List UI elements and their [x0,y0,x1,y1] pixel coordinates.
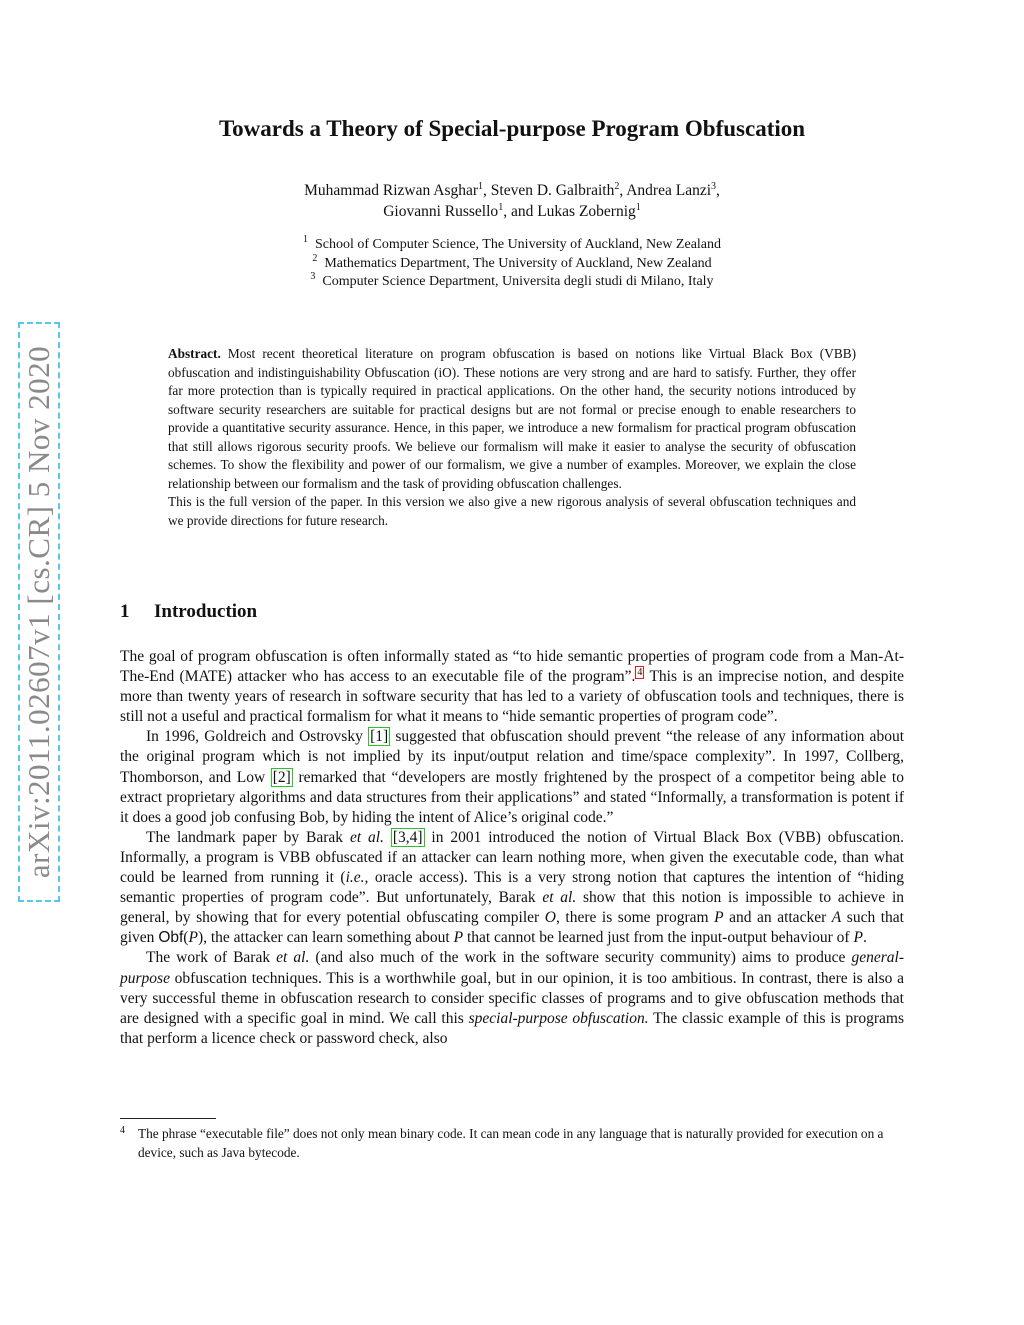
affiliation-text: Mathematics Department, The University of Auckland, New Zealand [324,255,712,271]
emphasis: et al. [349,828,384,846]
text-run: (and also much of the work in the software security community) aims to produce [309,949,852,967]
abstract-text: Most recent theoretical literature on program obfuscation is based on notions like Virtual Black Box (VBB) obfuscation and indistinguishability Obfuscation (iO). These notions are very strong and are hard to satisfy. Further, they offer far more protection than is typically required in practical applications. On the other hand, the security notions introduced by software security researchers are suitable for practical designs but are not formal or precise enough to enable researchers to provide a quantitative security assurance. Hence, in this paper, we introduce a new formalism for practical program obfuscation that still allows rigorous security proofs. We believe our formalism will make it easier to analyse the security of obfuscation schemes. To show the flexibility and power of our formalism, we give a number of examples. Moreover, we explain the close relationship between our formalism and the task of providing obfuscation challenges. [168,346,856,491]
text-run: In 1996, Goldreich and Ostrovsky [146,728,369,746]
citation-link[interactable]: [3,4] [392,828,423,846]
author-affil-mark: 3 [711,181,717,192]
author-name: Andrea Lanzi [626,182,712,199]
abstract-label: Abstract. [168,346,221,361]
footnote-rule [120,1118,216,1119]
paper-title: Towards a Theory of Special-purpose Program Obfuscation [218,116,806,141]
footnote-text: The phrase “executable file” does not only mean binary code. It can mean code in any language that is naturally provided for execution on a device, such as Java bytecode. [138,1126,884,1160]
body-text [120,647,904,1049]
affiliation-mark: 3 [310,271,316,282]
affiliation-mark: 1 [302,234,308,245]
affiliation [200,236,824,255]
text-run: suggested that obfuscation should prevent “the release of any information about the original program which is not implied by its input/output relation and time/space complexity”. In 1997, Collberg, Thomborson, and Low [120,728,904,786]
section-heading [120,601,257,623]
author-name: Muhammad Rizwan Asghar [304,182,479,199]
author-name: Lukas Zobernig [537,203,636,220]
author-affil-mark: 1 [635,202,641,213]
emphasis: et al. [542,889,577,907]
section-number: 1 [120,601,130,622]
section-title: Introduction [154,601,258,622]
affiliation-list [200,236,824,292]
text-run: ), the attacker can learn something about [197,929,454,947]
text-run: oracle access). This is a very strong notion that captures the intention of “hiding semantic properties of program code”. But unfortunately, Barak [120,869,905,907]
emphasis: special-purpose obfuscation. [468,1009,649,1027]
emphasis: i.e., [345,869,369,887]
abstract-paragraph [168,345,856,493]
affiliation-text: Computer Science Department, Universita degli studi di Milano, Italy [322,274,714,289]
author-list [160,180,864,222]
text-run: remarked that “developers are mostly frightened by the prospect of a competitor being able to extract proprietary algorithms and data structures from their applications” and stated “Informally, a transformation is potent if it does a good job confusing Bob, by hiding the intent of Alice’s original code.” [120,768,904,826]
arxiv-stamp[interactable] [18,322,60,902]
author-name: Giovanni Russello [383,203,499,220]
text-run: The landmark paper by Barak [146,828,350,846]
affiliation [200,273,824,292]
text-run: that cannot be learned just from the input-output behaviour of [463,929,854,947]
math-var: P [453,929,464,947]
author-line-2: Giovanni Russello$^1$, and Lukas Zobernig$^1$ [383,202,641,220]
citation-link[interactable]: [1] [370,728,389,746]
text-run: This is an imprecise notion, and despite more than twenty years of research in software security that has led to a variety of obfuscation tools and techniques, there is still not a useful and practical formalism for what it means to “hide semantic properties of program code”. [120,668,904,726]
affiliation [200,252,824,274]
footnote [120,1122,904,1162]
affiliation-text: School of Computer Science, The University of Auckland, New Zealand [314,237,722,252]
emphasis: general-purpose [120,949,904,987]
math-var: P [188,929,198,947]
author-line-1: Muhammad Rizwan Asghar$^1$, Steven D. Galbraith$^2$, Andrea Lanzi$^3$, [304,181,720,199]
paragraph [120,727,904,827]
arxiv-id[interactable]: arXiv:2011.02607v1 [cs.CR] 5 Nov 2020 [21,345,56,879]
text-run: , there is some program [555,909,715,927]
author-affil-mark: 1 [478,181,484,192]
text-run: in 2001 introduced the notion of Virtual Black Box (VBB) obfuscation. Informally, a program is VBB obfuscated if an attacker can learn nothing more, when given the executable code, than what could be learned from running it ( [120,828,905,887]
text-run: The goal of program obfuscation is often informally stated as “to hide semantic properties of program code from a Man-At-The-End (MATE) attacker who has access to an executable file of the program”. [120,648,904,686]
footnote-link[interactable]: 4 [637,667,643,679]
emphasis: et al. [276,949,310,967]
author-affil-mark: 1 [498,202,504,213]
footnote-number: 4 [120,1125,125,1136]
citation-link[interactable]: [2] [272,768,291,786]
text-run: show that this notion is impossible to achieve in general, by showing that for every potential obfuscating compiler [120,889,905,927]
author-name: Steven D. Galbraith [490,182,615,199]
text-run: such that given [120,909,904,947]
paragraph: The landmark paper by Barak et al. [3,4] in 2001 introduced the notion of Virtual Black Box (VBB) obfuscation. Informally, a program is VBB obfuscated if an attacker can learn nothing more, when given the executable code, than what could be learned from running it (i.e., oracle access). This is a very strong notion that captures the intention of “hiding semantic properties of program code”. But unfortunately, Barak et al. show that this notion is impossible to achieve in general, by showing that for every potential obfuscating compiler O, there is some program P and an attacker A such that given Obf(P), the attacker can learn something about P that cannot be learned just from the input-output behaviour of P. [120,828,905,947]
author-affil-mark: 2 [614,181,620,192]
paragraph [120,948,904,1048]
abstract-paragraph: This is the full version of the paper. In this version we also give a new rigorous analysis of several obfuscation techniques and we provide directions for future research. [168,494,856,528]
math-var: A [831,909,842,927]
text-run: obfuscation techniques. This is a worthwhile goal, but in our opinion, it is too ambitious. In contrast, there is also a very successful theme in obfuscation research to consider specific classes of programs and to give obfuscation methods that are designed with a specific goal in mind. We call this [120,969,904,1027]
text-run: and an attacker [723,909,832,927]
text-run: The classic example of this is programs that perform a licence check or password check, also [120,1009,904,1047]
affiliation-mark: 2 [312,252,318,264]
text-run: The work of Barak [146,949,277,967]
paragraph [120,647,904,727]
abstract [168,345,856,530]
math-func: Obf [158,929,184,947]
math-var: P [714,909,724,927]
math-var: O [544,909,556,927]
math-var: P [853,929,863,947]
